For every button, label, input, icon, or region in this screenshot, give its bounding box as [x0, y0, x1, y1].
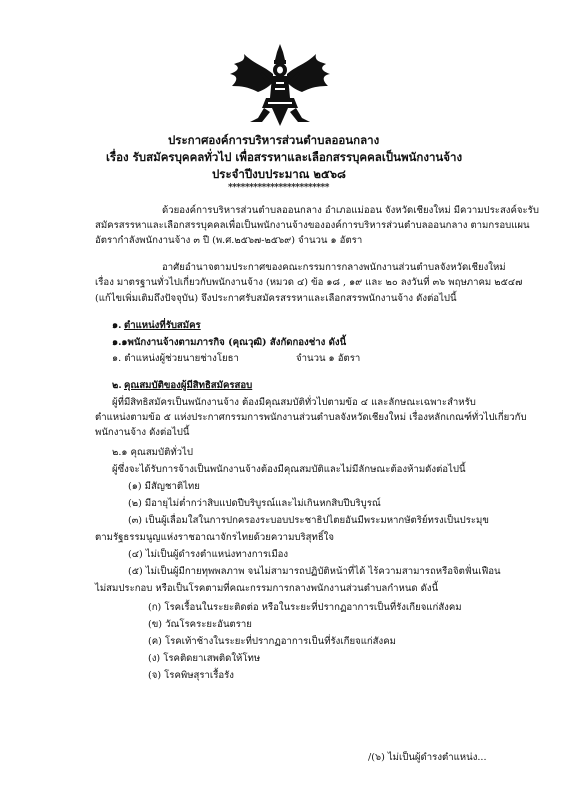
section-2-para-3: พนักงานจ้าง ดังต่อไปนี้ [95, 427, 190, 438]
disease-item: (ค) โรคเท้าช้างในระยะที่ปรากฏอาการเป็นที่รังเกียจแก่สังคม [148, 636, 396, 647]
section-2-number: ๒. [112, 380, 122, 391]
continuation-note: /(๖) ไม่เป็นผู้ดำรงตำแหน่ง... [368, 752, 487, 763]
qualification-item: (๓) เป็นผู้เลื่อมใสในการปกครองระบอบประชาธิปไตยอันมีพระมหากษัตริย์ทรงเป็นประมุข [128, 515, 489, 526]
intro-line-3: อัตรากำลังพนักงานจ้าง ๓ ปี (พ.ศ.๒๕๖๗-๒๕๖๙) จำนวน ๑ อัตรา [95, 235, 363, 246]
disease-item: (ก) โรคเรื้อนในระยะติดต่อ หรือในระยะที่ปรากฏอาการเป็นที่รังเกียจแก่สังคม [148, 602, 462, 613]
fiscal-year: ประจำปีงบประมาณ ๒๕๖๘ [212, 167, 346, 181]
section-1-sub: ๑.๑พนักงานจ้างตามภารกิจ (คุณวุฒิ) สังกัดกองช่าง ดังนี้ [112, 337, 347, 348]
disease-item: (ง) โรคติดยาเสพติดให้โทษ [148, 653, 261, 664]
qualification-item: (๕) ไม่เป็นผู้มีกายทุพพลภาพ จนไม่สามารถปฏิบัติหน้าที่ได้ ไร้ความสามารถหรือจิตฟั่นเฟือน [128, 566, 501, 577]
position-item: ๑. ตำแหน่งผู้ช่วยนายช่างโยธา [112, 353, 239, 364]
section-1-title: ตำแหน่งที่รับสมัคร [124, 320, 201, 331]
section-1-number: ๑. [112, 320, 122, 331]
qualification-item: (๒) มีอายุไม่ต่ำกว่าสิบแปดปีบริบูรณ์และไม่เกินหกสิบปีบริบูรณ์ [128, 498, 381, 509]
intro-line-2: สมัครสรรหาและเลือกสรรบุคคลเพื่อเป็นพนักงานจ้างขององค์การบริหารส่วนตำบลออนกลาง ตามกรอบแผน [95, 220, 530, 231]
section-2-1-intro: ผู้ซึ่งจะได้รับการจ้างเป็นพนักงานจ้างต้องมีคุณสมบัติและไม่มีลักษณะต้องห้ามดังต่อไปนี้ [112, 464, 466, 475]
garuda-emblem [228, 42, 332, 128]
intro-line-1: ด้วยองค์การบริหารส่วนตำบลออนกลาง อำเภอแม่ออน จังหวัดเชียงใหม่ มีความประสงค์จะรับ [162, 205, 539, 216]
separator: ************************ [228, 183, 329, 193]
authority-line-1: อาศัยอำนาจตามประกาศของคณะกรรมการกลางพนักงานส่วนตำบลจังหวัดเชียงใหม่ [162, 262, 506, 273]
qualification-item: (๔) ไม่เป็นผู้ดำรงตำแหน่งทางการเมือง [128, 549, 289, 560]
disease-item: (ข) วัณโรคระยะอันตราย [148, 619, 252, 630]
section-2-title: คุณสมบัติของผู้มีสิทธิสมัครสอบ [124, 380, 253, 391]
section-2-1-title: ๒.๑ คุณสมบัติทั่วไป [112, 447, 193, 458]
qualification-item: (๑) มีสัญชาติไทย [128, 481, 200, 492]
section-2-para-2: ตำแหน่งตามข้อ ๕ แห่งประกาศกรรมการพนักงานส่วนตำบลจังหวัดเชียงใหม่ เรื่องหลักเกณฑ์ทั่วไปเกี่ยวกับ [95, 412, 527, 423]
position-count: จำนวน ๑ อัตรา [296, 353, 361, 364]
announcement-subject: เรื่อง รับสมัครบุคคลทั่วไป เพื่อสรรหาและเลือกสรรบุคคลเป็นพนักงานจ้าง [106, 150, 463, 164]
qualification-item-cont: ไม่สมประกอบ หรือเป็นโรคตามที่คณะกรรมการกลางพนักงานส่วนตำบลกำหนด ดังนี้ [95, 583, 439, 594]
section-2-para-1: ผู้ที่มีสิทธิสมัครเป็นพนักงานจ้าง ต้องมีคุณสมบัติทั่วไปตามข้อ ๔ และลักษณะเฉพาะสำหรับ [112, 397, 476, 408]
authority-line-2: เรื่อง มาตรฐานทั่วไปเกี่ยวกับพนักงานจ้าง (หมวด ๔) ข้อ ๑๘ , ๑๙ และ ๒๐ ลงวันที่ ๓๖ พฤษภาคม ๒๕๔๗ [95, 277, 523, 288]
disease-item: (จ) โรคพิษสุราเรื้อรัง [148, 670, 234, 681]
qualification-item-cont: ตามรัฐธรรมนูญแห่งราชอาณาจักรไทยด้วยความบริสุทธิ์ใจ [95, 532, 334, 543]
authority-line-3: (แก้ไขเพิ่มเติมถึงปัจจุบัน) จึงประกาศรับสมัครสรรหาและเลือกสรรพนักงานจ้าง ดังต่อไปนี้ [95, 293, 457, 304]
announcement-title: ประกาศองค์การบริหารส่วนตำบลออนกลาง [168, 133, 380, 147]
